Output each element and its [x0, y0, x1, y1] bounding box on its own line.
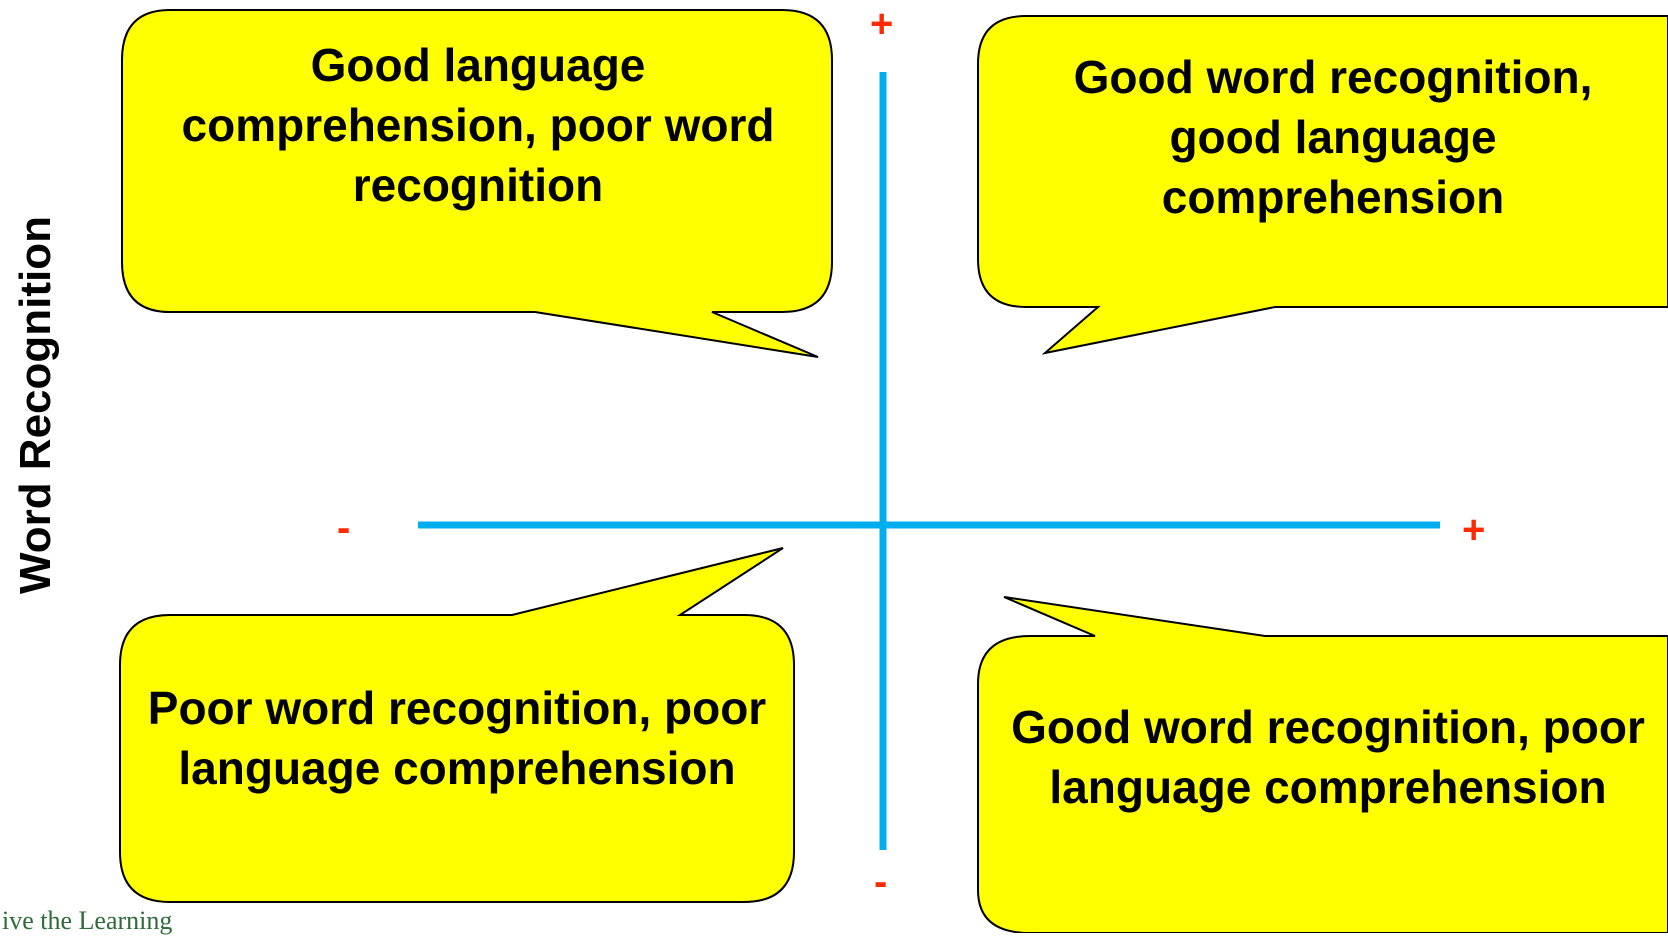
callout-text-bottom-right: Good word recognition, poor language comprehension	[1011, 701, 1645, 813]
callout-text-top-right: Good word recognition, good language comprehension	[1073, 51, 1593, 223]
logo-text: ive the Learning	[2, 906, 173, 935]
axis-sign-left: -	[337, 506, 351, 550]
callout-text-top-left: Good language comprehension, poor word recognition	[181, 39, 775, 211]
axis-sign-top: +	[870, 2, 894, 46]
axis-sign-bottom: -	[874, 860, 888, 904]
y-axis-label: Word Recognition	[11, 215, 60, 595]
callout-text-bottom-left: Poor word recognition, poor language comprehension	[147, 682, 767, 794]
axis-sign-right: +	[1462, 508, 1486, 552]
